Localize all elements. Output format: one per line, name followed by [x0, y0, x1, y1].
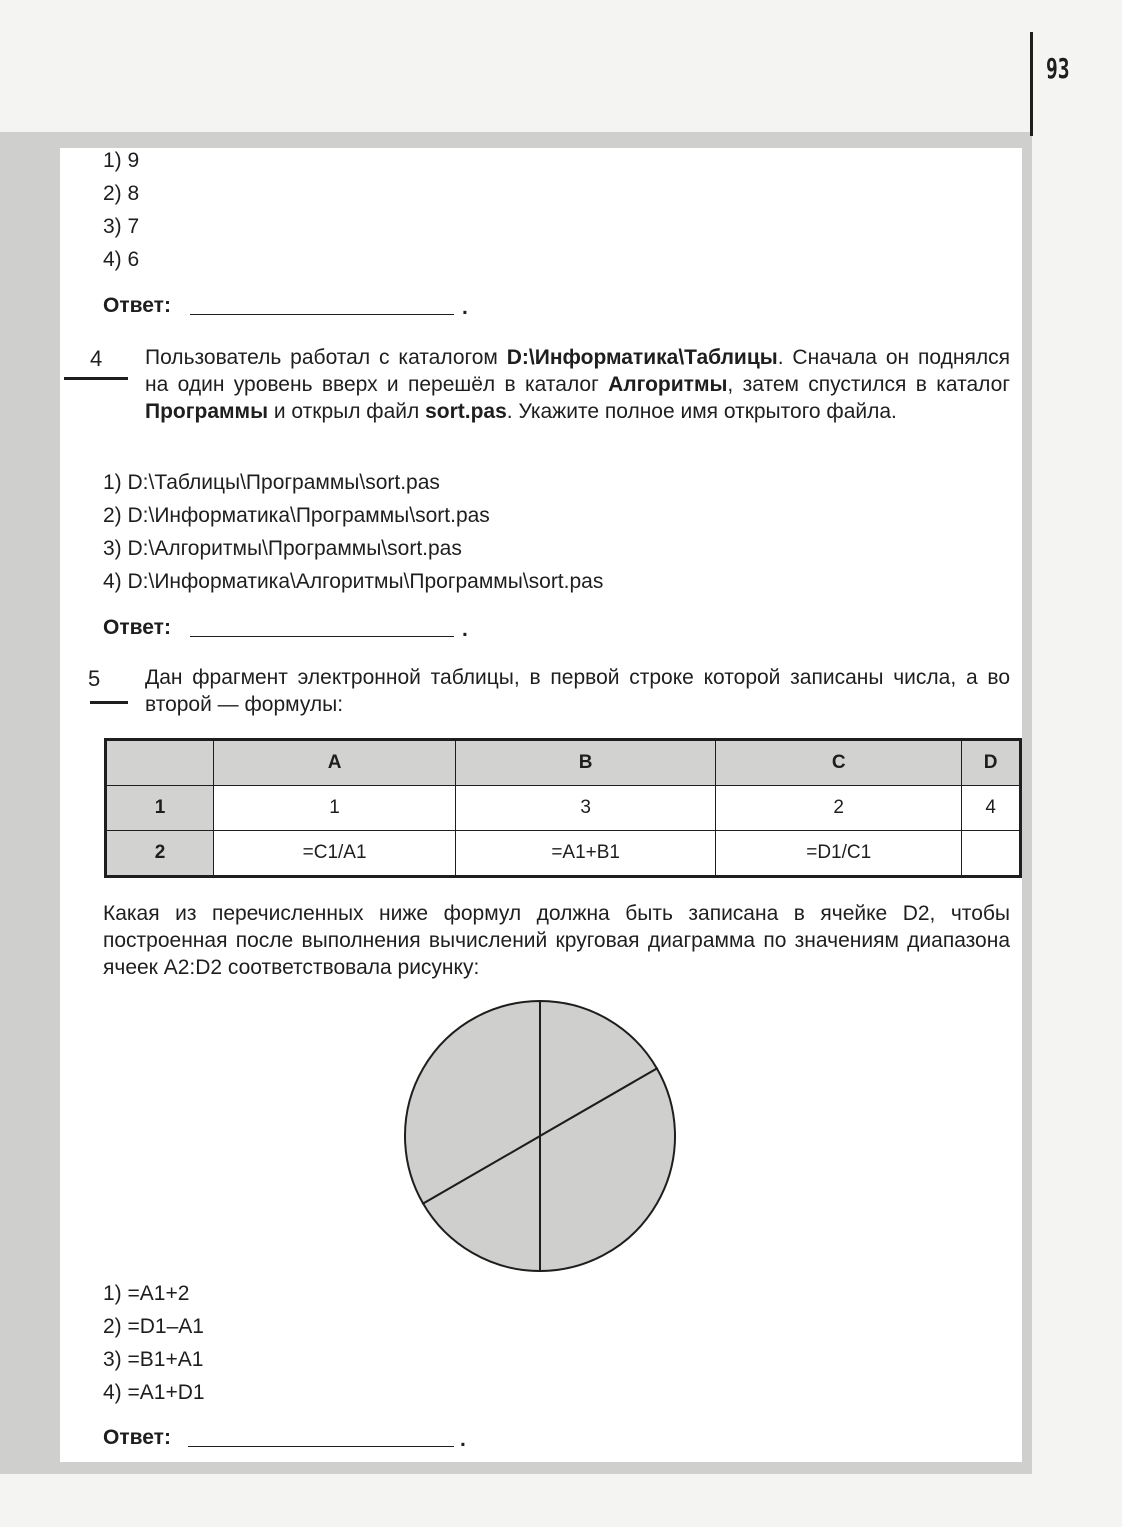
q4-option-3[interactable]: 3) D:\Алгоритмы\Программы\sort.pas — [103, 537, 462, 560]
q4-file-name: sort.pas — [425, 400, 507, 423]
q5-answer-label: Ответ: — [103, 1426, 171, 1449]
sheet-col-header: B — [456, 740, 716, 786]
q4-answer-label: Ответ: — [103, 616, 171, 639]
q4-text-part: и открыл файл — [268, 400, 426, 423]
q4-text-part: , затем спустился в каталог — [727, 373, 1010, 396]
q4-text-part: . Сначала он поднялся на один уровень вверх и перешёл в каталог — [145, 346, 1010, 396]
q3-answer-dot: . — [462, 296, 468, 319]
sheet-cell-a2: =C1/A1 — [214, 830, 456, 876]
q4-number-bar — [64, 377, 128, 380]
q4-text-part: . Укажите полное имя открытого файла. — [506, 400, 897, 423]
sheet-cell-b1: 3 — [456, 786, 716, 830]
q5-number-bar — [90, 701, 128, 704]
q4-option-1[interactable]: 1) D:\Таблицы\Программы\sort.pas — [103, 471, 440, 494]
q5-intro: Дан фрагмент электронной таблицы, в первой строке которой записаны числа, а во второй — формулы: — [145, 666, 1010, 716]
q4-answer-field[interactable] — [190, 636, 454, 637]
page-edge-rule — [1030, 32, 1033, 136]
q5-question: Какая из перечисленных ниже формул должна быть записана в ячейке D2, чтобы построенная после выполнения вычислений круговая диаграмма по значениям диапазона ячеек A2:D2 соответствовала рисунку: — [103, 902, 1010, 979]
sheet-header-row — [106, 740, 1021, 786]
q4-text — [145, 344, 1010, 425]
q4-folder-programs: Программы — [145, 400, 269, 423]
q4-option-4[interactable]: 4) D:\Информатика\Алгоритмы\Программы\sort.pas — [103, 570, 604, 593]
sheet-col-header: D — [962, 740, 1021, 786]
sheet-cell-d1: 4 — [962, 786, 1021, 830]
q5-option-2[interactable]: 2) =D1–A1 — [103, 1315, 204, 1338]
sheet-col-header: C — [716, 740, 962, 786]
sheet-cell-c1: 2 — [716, 786, 962, 830]
sheet-cell-c2: =D1/C1 — [716, 830, 962, 876]
q3-option-3[interactable]: 3) 7 — [103, 215, 140, 238]
sheet-corner-cell — [106, 740, 214, 786]
sheet-row-1 — [106, 786, 1021, 830]
sheet-row-header: 1 — [106, 786, 214, 830]
q3-option-2[interactable]: 2) 8 — [103, 182, 140, 205]
sheet-cell-b2: =A1+B1 — [456, 830, 716, 876]
q5-option-4[interactable]: 4) =A1+D1 — [103, 1381, 205, 1404]
q4-answer-dot: . — [462, 618, 468, 641]
q3-option-4[interactable]: 4) 6 — [103, 248, 140, 271]
q3-answer-label: Ответ: — [103, 294, 171, 317]
q3-option-1[interactable]: 1) 9 — [103, 149, 140, 172]
pie-chart — [398, 996, 682, 1276]
sheet-cell-a1: 1 — [214, 786, 456, 830]
q5-option-1[interactable]: 1) =A1+2 — [103, 1282, 190, 1305]
spreadsheet-fragment — [104, 738, 1022, 878]
sheet-row-2 — [106, 830, 1021, 876]
q4-folder-algorithms: Алгоритмы — [608, 373, 728, 396]
q5-option-3[interactable]: 3) =B1+A1 — [103, 1348, 204, 1371]
q4-option-2[interactable]: 2) D:\Информатика\Программы\sort.pas — [103, 504, 490, 527]
q5-answer-field[interactable] — [188, 1446, 454, 1447]
sheet-row-header: 2 — [106, 830, 214, 876]
page-number: 93 — [1046, 52, 1070, 85]
q4-number: 4 — [90, 346, 103, 371]
sheet-cell-d2 — [962, 830, 1021, 876]
q4-text-part: Пользователь работал с каталогом — [145, 346, 507, 369]
q5-number: 5 — [88, 666, 101, 691]
q3-answer-field[interactable] — [190, 314, 454, 315]
q5-answer-dot: . — [460, 1428, 466, 1451]
sheet-col-header: A — [214, 740, 456, 786]
q4-path-bold: D:\Информатика\Таблицы — [506, 346, 778, 369]
